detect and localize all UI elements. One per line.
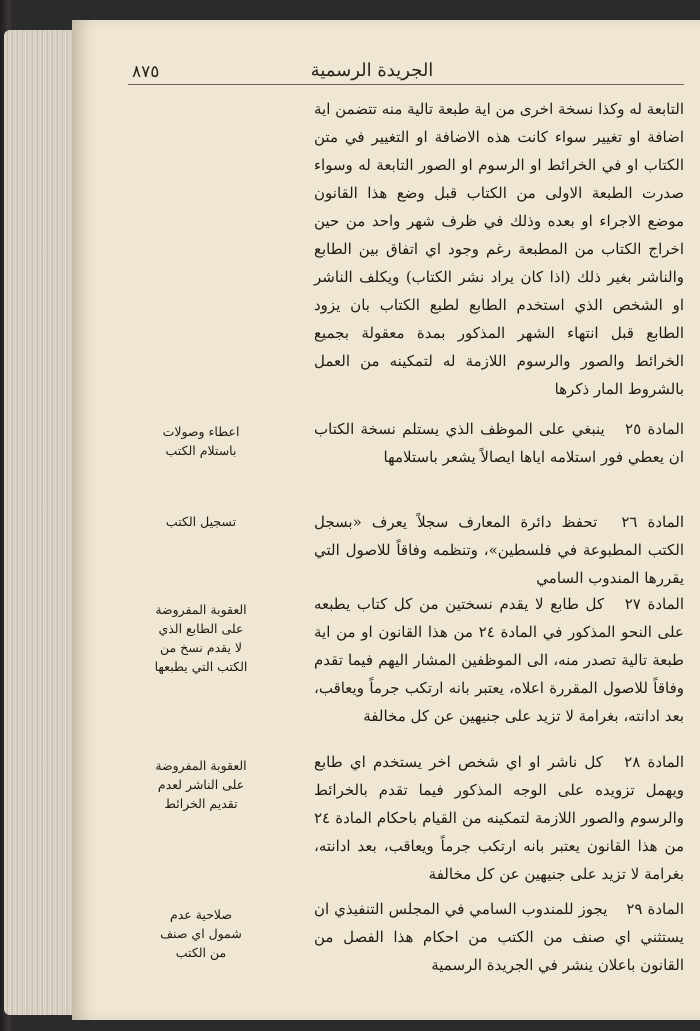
article-text: كل طابع لا يقدم نسختين من كل كتاب يطبعه على النحو المذكور في المادة ٢٤ من هذا القانون او من اية طبعة تالية تصدر منه، الى الموظفين المشار اليهم فيما تقدم وفاقاً للاصول المقررة اعلاه، يعتبر بانه ارتكب جرماً ويعاقب، بعد ادانته، بغرامة لا تزيد على جنيهين عن كل مخالفة bbox=[314, 595, 684, 725]
article-25 bbox=[314, 415, 684, 471]
margin-note-26: تسجيل الكتب bbox=[165, 514, 237, 529]
article-28 bbox=[314, 748, 684, 888]
header-rule bbox=[128, 84, 684, 85]
article-text: تحفظ دائرة المعارف سجلاً يعرف «بسجل الكتب المطبوعة في فلسطين»، وتنظمه وفاقاً للاصول التي يقررها المندوب السامي bbox=[314, 513, 684, 587]
article-text: ينبغي على الموظف الذي يستلم نسخة الكتاب ان يعطي فور استلامه اياها ايصالاً يشعر باستلامها bbox=[314, 420, 684, 466]
margin-note-27: العقوبة المفروضة على الطابع الذي لا يقدم نسخ من الكتب التي يطبعها bbox=[154, 602, 248, 674]
margin-note-28: العقوبة المفروضة على الناشر لعدم تقديم الخرائط bbox=[155, 758, 247, 811]
article-text: يجوز للمندوب السامي في المجلس التنفيذي ان يستثني اي صنف من الكتب من احكام هذا الفصل من القانون باعلان ينشر في الجريدة الرسمية bbox=[314, 900, 684, 974]
article-label: المادة ٢٧ bbox=[624, 595, 684, 613]
opening-paragraph: التابعة له وكذا نسخة اخرى من اية طبعة تالية منه تتضمن اية اضافة او تغيير سواء كانت هذه الاضافة او التغيير في متن الكتاب او في الخرائط او الرسوم او الصور التابعة له وسواء صدرت الطبعة الاولى من الكتاب قبل وضع هذا القانون موضع الاجراء او بعده وذلك في ظرف شهر واحد من حين اخراج الكتاب من المطبعة رغم وجود اي اتفاق بين الطابع والناشر بغير ذلك (اذا كان يراد نشر الكتاب) ويكلف الناشر او الشخص الذي استخدم الطابع لطبع الكتاب بان يزود الطابع قبل انتهاء الشهر المذكور بمدة معقولة بجميع الخرائط والصور والرسوم اللازمة له لتمكينه من العمل بالشروط المار ذكرها bbox=[314, 100, 684, 398]
article-27 bbox=[314, 590, 684, 730]
article-26 bbox=[314, 508, 684, 592]
article-text: كل ناشر او اي شخص اخر يستخدم اي طابع ويهمل تزويده على الوجه المذكور فيما تقدم بالخرائط والرسوم والصور اللازمة لتمكينه من القيام باحكام المادة ٢٤ من هذا القانون يعتبر بانه ارتكب جرماً ويعاقب، بعد ادانته، بغرامة لا تزيد على جنيهين عن كل مخالفة bbox=[314, 753, 684, 883]
document-page bbox=[72, 20, 700, 1020]
page-header bbox=[72, 60, 700, 94]
article-label: المادة ٢٦ bbox=[621, 513, 684, 531]
article-label: المادة ٢٩ bbox=[626, 900, 684, 918]
margin-note-29: صلاحية عدم شمول اي صنف من الكتب bbox=[160, 907, 242, 960]
article-label: المادة ٢٥ bbox=[625, 420, 684, 438]
margin-note-25: اعطاء وصولات باستلام الكتب bbox=[162, 424, 240, 458]
article-29 bbox=[314, 895, 684, 979]
running-title: الجريدة الرسمية bbox=[310, 60, 434, 81]
article-label: المادة ٢٨ bbox=[624, 753, 684, 771]
page-number: ٨٧٥ bbox=[132, 62, 160, 82]
